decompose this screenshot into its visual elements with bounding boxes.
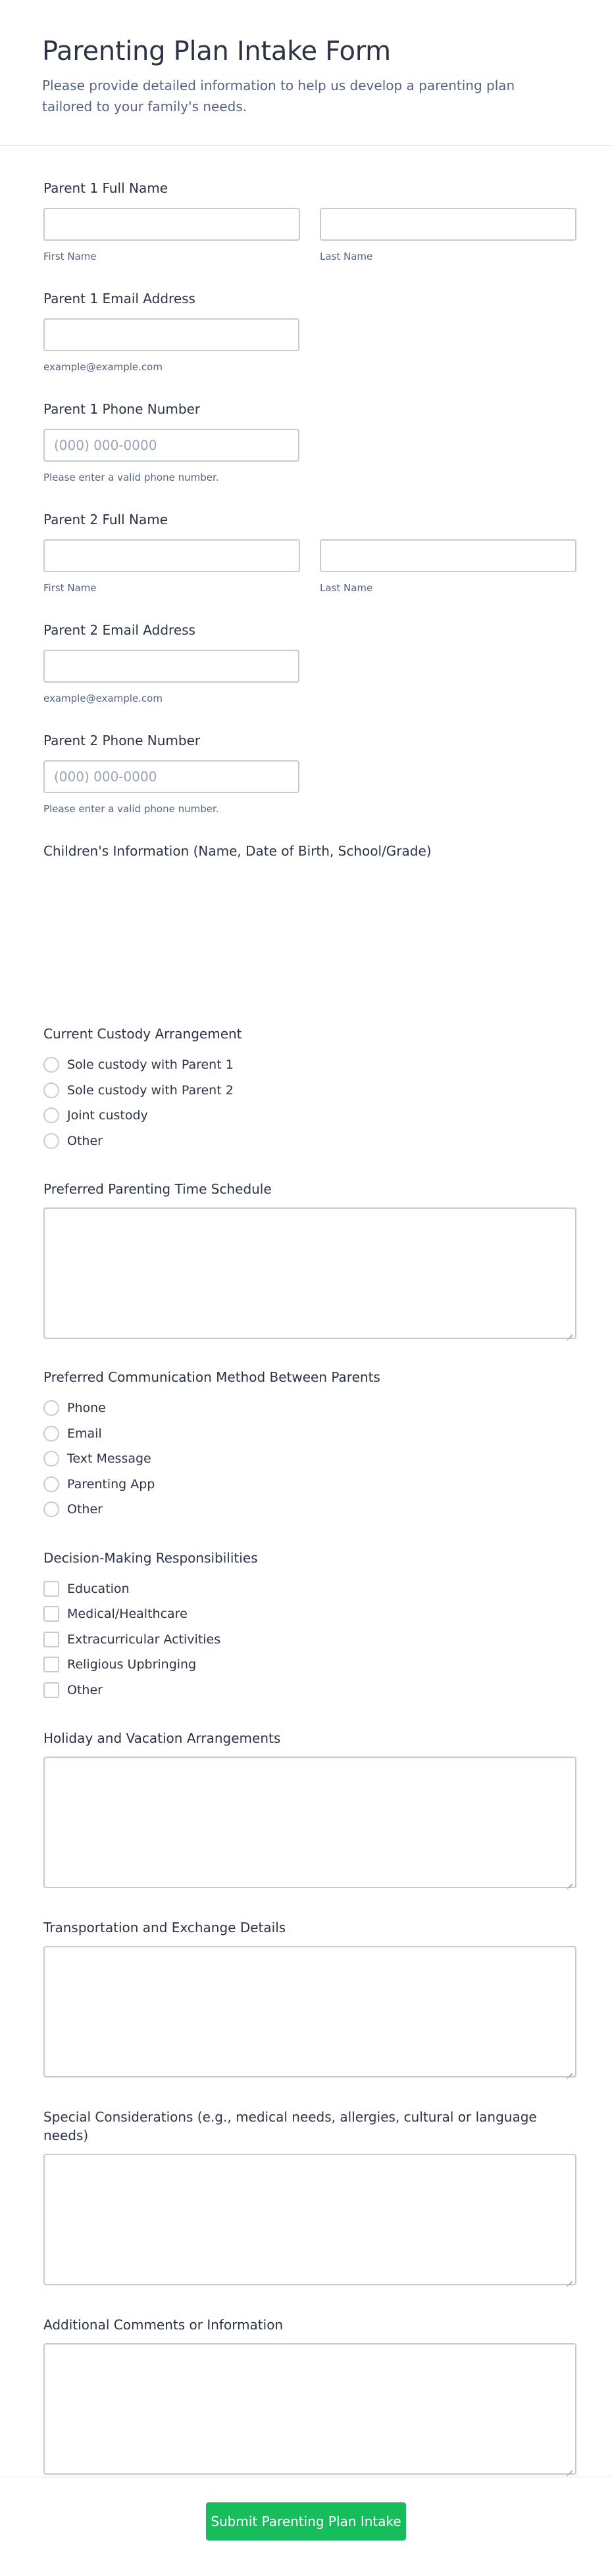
decision-option-label: Education bbox=[67, 1581, 130, 1596]
decision-option[interactable] bbox=[43, 1627, 569, 1653]
form-header bbox=[0, 0, 612, 146]
schedule-label: Preferred Parenting Time Schedule bbox=[43, 1181, 272, 1197]
decision-option-label: Medical/Healthcare bbox=[67, 1607, 188, 1622]
resize-grip-icon[interactable] bbox=[566, 2464, 573, 2471]
children-info-label: Children's Information (Name, Date of Birth, School/Grade) bbox=[43, 843, 432, 859]
resize-grip-icon[interactable] bbox=[566, 2275, 573, 2281]
parent2-last-name-input[interactable] bbox=[320, 539, 576, 572]
transport-field bbox=[43, 1918, 569, 2078]
communication-option[interactable] bbox=[43, 1472, 569, 1497]
communication-option-label: Email bbox=[67, 1426, 102, 1441]
form-title: Parenting Plan Intake Form bbox=[42, 36, 391, 66]
parent2-phone-field bbox=[43, 731, 569, 815]
communication-option[interactable] bbox=[43, 1396, 569, 1421]
parent2-email-sublabel: example@example.com bbox=[43, 693, 163, 704]
special-considerations-textarea[interactable] bbox=[43, 2154, 576, 2285]
custody-field bbox=[43, 1025, 569, 1154]
parent1-phone-input[interactable]: (000) 000-0000 bbox=[43, 429, 299, 462]
decision-option-label: Religious Upbringing bbox=[67, 1657, 197, 1672]
communication-option-label: Phone bbox=[67, 1401, 106, 1416]
custody-option-label: Other bbox=[67, 1133, 103, 1148]
resize-grip-icon[interactable] bbox=[566, 2067, 573, 2074]
checkbox[interactable] bbox=[43, 1632, 59, 1647]
custody-option[interactable] bbox=[43, 1052, 569, 1078]
communication-field bbox=[43, 1368, 569, 1522]
decision-option-label: Extracurricular Activities bbox=[67, 1632, 221, 1647]
communication-option-label: Other bbox=[67, 1502, 103, 1517]
resize-grip-icon[interactable] bbox=[566, 1878, 573, 1884]
communication-option-label: Parenting App bbox=[67, 1476, 155, 1492]
parent2-name-field bbox=[43, 510, 569, 595]
radio-button[interactable] bbox=[43, 1400, 59, 1416]
custody-option-label: Sole custody with Parent 1 bbox=[67, 1057, 234, 1073]
radio-button[interactable] bbox=[43, 1057, 59, 1073]
checkbox[interactable] bbox=[43, 1581, 59, 1597]
decision-option[interactable] bbox=[43, 1576, 569, 1602]
parent1-first-name-input[interactable] bbox=[43, 208, 300, 241]
parent2-phone-sublabel: Please enter a valid phone number. bbox=[43, 803, 219, 815]
special-considerations-field bbox=[43, 2108, 569, 2285]
holiday-textarea[interactable] bbox=[43, 1757, 576, 1888]
parent1-last-name-input[interactable] bbox=[320, 208, 576, 241]
radio-button[interactable] bbox=[43, 1476, 59, 1492]
communication-option-label: Text Message bbox=[67, 1451, 151, 1467]
parent1-phone-label: Parent 1 Phone Number bbox=[43, 401, 201, 417]
custody-label: Current Custody Arrangement bbox=[43, 1026, 242, 1042]
holiday-field bbox=[43, 1729, 569, 1888]
submit-button[interactable]: Submit Parenting Plan Intake bbox=[206, 2502, 406, 2540]
parent2-email-field bbox=[43, 621, 569, 705]
checkbox[interactable] bbox=[43, 1606, 59, 1622]
custody-option-label: Sole custody with Parent 2 bbox=[67, 1082, 234, 1098]
custody-option[interactable] bbox=[43, 1129, 569, 1154]
communication-option[interactable] bbox=[43, 1446, 569, 1472]
comments-field bbox=[43, 2316, 569, 2475]
decision-option[interactable] bbox=[43, 1652, 569, 1678]
checkbox[interactable] bbox=[43, 1657, 59, 1672]
radio-button[interactable] bbox=[43, 1082, 59, 1098]
special-considerations-label: Special Considerations (e.g., medical needs, allergies, cultural or language needs) bbox=[43, 2109, 537, 2143]
transport-textarea[interactable] bbox=[43, 1946, 576, 2078]
custody-options bbox=[43, 1052, 569, 1154]
schedule-field bbox=[43, 1180, 569, 1339]
transport-label: Transportation and Exchange Details bbox=[43, 1920, 286, 1935]
decision-making-options bbox=[43, 1576, 569, 1703]
parent2-first-name-input[interactable] bbox=[43, 539, 300, 572]
parent1-phone-sublabel: Please enter a valid phone number. bbox=[43, 472, 219, 483]
decision-making-field bbox=[43, 1549, 569, 1703]
communication-options bbox=[43, 1396, 569, 1522]
parent1-phone-field bbox=[43, 400, 569, 484]
custody-option[interactable] bbox=[43, 1103, 569, 1129]
parent2-email-label: Parent 2 Email Address bbox=[43, 622, 195, 638]
parent1-email-input[interactable] bbox=[43, 318, 299, 351]
parent2-phone-label: Parent 2 Phone Number bbox=[43, 733, 201, 748]
decision-option-label: Other bbox=[67, 1682, 103, 1697]
radio-button[interactable] bbox=[43, 1451, 59, 1467]
comments-label: Additional Comments or Information bbox=[43, 2317, 284, 2333]
custody-option-label: Joint custody bbox=[67, 1108, 148, 1123]
parent2-last-name-sublabel: Last Name bbox=[320, 582, 373, 594]
parent2-first-name-sublabel: First Name bbox=[43, 582, 97, 594]
parent1-last-name-sublabel: Last Name bbox=[320, 251, 373, 262]
decision-option[interactable] bbox=[43, 1678, 569, 1703]
decision-making-label: Decision-Making Responsibilities bbox=[43, 1549, 258, 1566]
radio-button[interactable] bbox=[43, 1133, 59, 1149]
parent1-first-name-sublabel: First Name bbox=[43, 251, 97, 262]
parent2-email-input[interactable] bbox=[43, 650, 299, 683]
parent1-name-field bbox=[43, 179, 569, 263]
comments-textarea[interactable] bbox=[43, 2343, 576, 2475]
communication-label: Preferred Communication Method Between Parents bbox=[43, 1369, 380, 1385]
parent2-name-label: Parent 2 Full Name bbox=[43, 512, 168, 527]
parent2-phone-input[interactable]: (000) 000-0000 bbox=[43, 760, 299, 793]
checkbox[interactable] bbox=[43, 1682, 59, 1698]
form-footer bbox=[0, 2477, 612, 2576]
communication-option[interactable] bbox=[43, 1421, 569, 1447]
radio-button[interactable] bbox=[43, 1426, 59, 1442]
form-body bbox=[0, 146, 612, 2475]
resize-grip-icon[interactable] bbox=[566, 1328, 573, 1335]
decision-option[interactable] bbox=[43, 1601, 569, 1627]
communication-option[interactable] bbox=[43, 1497, 569, 1522]
children-info-field bbox=[43, 842, 569, 1017]
parent1-email-field bbox=[43, 289, 569, 374]
custody-option[interactable] bbox=[43, 1078, 569, 1104]
form-description: Please provide detailed information to help us develop a parenting plan tailored to your family's needs. bbox=[42, 78, 515, 114]
radio-button[interactable] bbox=[43, 1501, 59, 1517]
radio-button[interactable] bbox=[43, 1107, 59, 1123]
parent1-email-label: Parent 1 Email Address bbox=[43, 291, 195, 306]
schedule-textarea[interactable] bbox=[43, 1207, 576, 1339]
parent1-name-label: Parent 1 Full Name bbox=[43, 180, 168, 196]
holiday-label: Holiday and Vacation Arrangements bbox=[43, 1730, 281, 1746]
parent1-email-sublabel: example@example.com bbox=[43, 361, 163, 373]
